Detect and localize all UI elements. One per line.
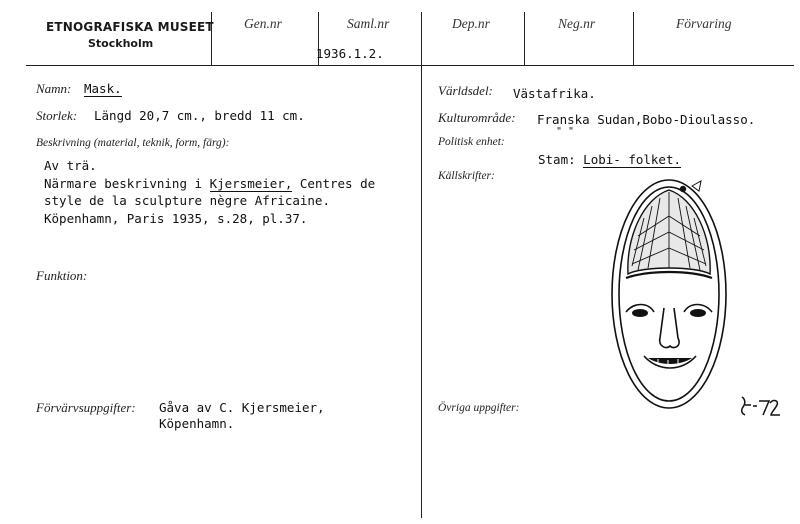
stam-label: Stam: xyxy=(538,152,576,167)
col-saml-nr: Saml.nr xyxy=(347,16,390,31)
kall-label: Källskrifter: xyxy=(438,170,495,182)
col-gen-nr: Gen.nr xyxy=(244,16,282,31)
beskrivning-line-2b: Centres de xyxy=(292,176,376,191)
beskrivning-author: Kjersmeier, xyxy=(209,176,293,191)
col-forvaring: Förvaring xyxy=(676,16,732,31)
col-dep-nr: Dep.nr xyxy=(452,16,490,31)
forvarv-line-1: Gåva av C. Kjersmeier, xyxy=(159,400,325,415)
ovriga-label: Övriga uppgifter: xyxy=(438,402,520,414)
museum-city: Stockholm xyxy=(88,37,154,50)
beskrivning-line-3: style de la sculpture nègre Africaine. xyxy=(44,193,330,208)
beskrivning-line-4: Köpenhamn, Paris 1935, s.28, pl.37. xyxy=(44,211,308,226)
header-divider-3 xyxy=(524,12,525,65)
storlek-label: Storlek: xyxy=(36,108,78,123)
center-divider xyxy=(421,12,422,518)
varldsdel-value: Västafrika. xyxy=(513,86,596,101)
beskrivning-line-1: Av trä. xyxy=(44,158,97,173)
namn-value: Mask. xyxy=(84,81,122,96)
funktion-label: Funktion: xyxy=(36,268,88,283)
politisk-label: Politisk enhet: xyxy=(438,136,505,148)
kultur-value: Franska Sudan,Bobo-Dioulasso. xyxy=(537,112,756,127)
mask-drawing xyxy=(608,176,730,412)
ditto-marks: " " xyxy=(556,126,575,137)
stam-value: Lobi- folket. xyxy=(583,152,682,167)
beskrivning-label: Beskrivning (material, teknik, form, färg): xyxy=(36,137,230,149)
namn-label: Namn: xyxy=(36,81,72,96)
kultur-label: Kulturområde: xyxy=(438,110,516,125)
museum-name: ETNOGRAFISKA MUSEET xyxy=(46,20,214,34)
beskrivning-line-2a: Närmare beskrivning i xyxy=(44,176,210,191)
forvarv-label: Förvärvsuppgifter: xyxy=(36,400,136,415)
stam-line xyxy=(538,152,681,167)
beskrivning-line-2 xyxy=(44,176,375,191)
varldsdel-label: Världsdel: xyxy=(438,83,493,98)
header-divider-4 xyxy=(633,12,634,65)
header-bottom-rule xyxy=(26,65,794,66)
storlek-value: Längd 20,7 cm., bredd 11 cm. xyxy=(94,108,305,123)
saml-nr-value: 1936.1.2. xyxy=(316,46,384,61)
forvarv-line-2: Köpenhamn. xyxy=(159,416,235,431)
catalog-mark xyxy=(737,393,783,419)
col-neg-nr: Neg.nr xyxy=(558,16,596,31)
